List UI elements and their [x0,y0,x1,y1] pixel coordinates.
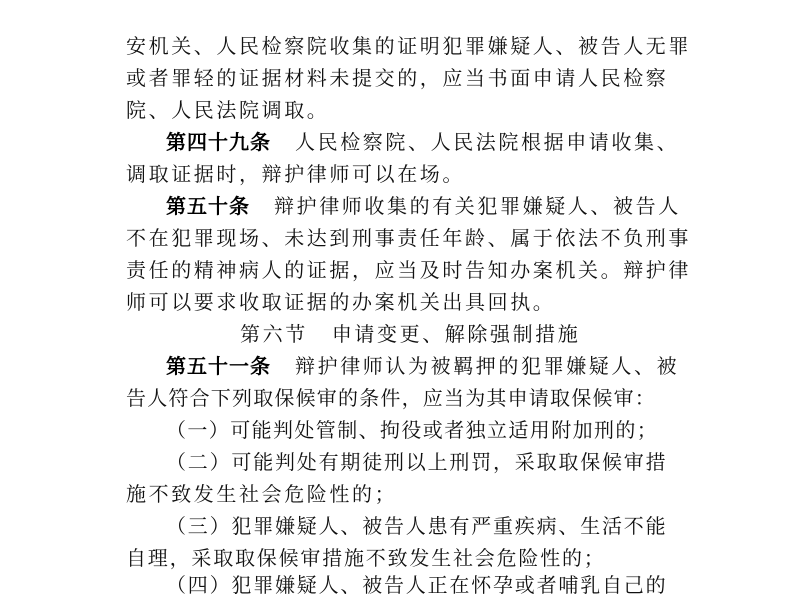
list-item: （三）犯罪嫌疑人、被告人患有严重疾病、生活不能 [166,514,668,538]
list-item: （一）可能判处管制、拘役或者独立适用附加刑的； [166,418,659,442]
article-heading: 第五十条 [166,194,250,218]
section-heading [240,321,580,347]
article-50-first-line [166,193,681,219]
text-line: 告人符合下列取保候审的条件，应当为其申请取保候审： [126,386,656,410]
text-line: 安机关、人民检察院收集的证明犯罪嫌疑人、被告人无罪 [126,34,691,58]
text-line: 不在犯罪现场、未达到刑事责任年龄、属于依法不负刑事 [126,226,691,250]
text-line: 调取证据时，辩护律师可以在场。 [126,162,465,186]
text-line: 辩护律师认为被羁押的犯罪嫌疑人、被 [295,354,680,378]
text-line: 责任的精神病人的证据，应当及时告知办案机关。辩护律 [126,258,691,282]
article-51-first-line [166,353,679,379]
text-line: 院、人民法院调取。 [126,98,330,122]
text-line: 辩护律师收集的有关犯罪嫌疑人、被告人 [274,194,681,218]
text-line: 施不致发生社会危险性的； [126,482,398,506]
text-line: 人民检察院、人民法院根据申请收集、 [295,130,680,154]
text-line: 师可以要求收取证据的办案机关出具回执。 [126,290,556,314]
text-line: 或者罪轻的证据材料未提交的，应当书面申请人民检察 [126,66,669,90]
list-item: （二）可能判处有期徒刑以上刑罚，采取取保候审措 [166,450,668,474]
article-heading: 第五十一条 [166,354,271,378]
section-number: 第六节 [240,322,308,346]
text-line: 自理，采取取保候审措施不致发生社会危险性的； [126,546,606,570]
section-title: 申请变更、解除强制措施 [331,322,581,346]
article-heading: 第四十九条 [166,130,271,154]
list-item: （四）犯罪嫌疑人、被告人正在怀孕或者哺乳自己的 [166,573,668,597]
article-49-first-line [166,129,679,155]
